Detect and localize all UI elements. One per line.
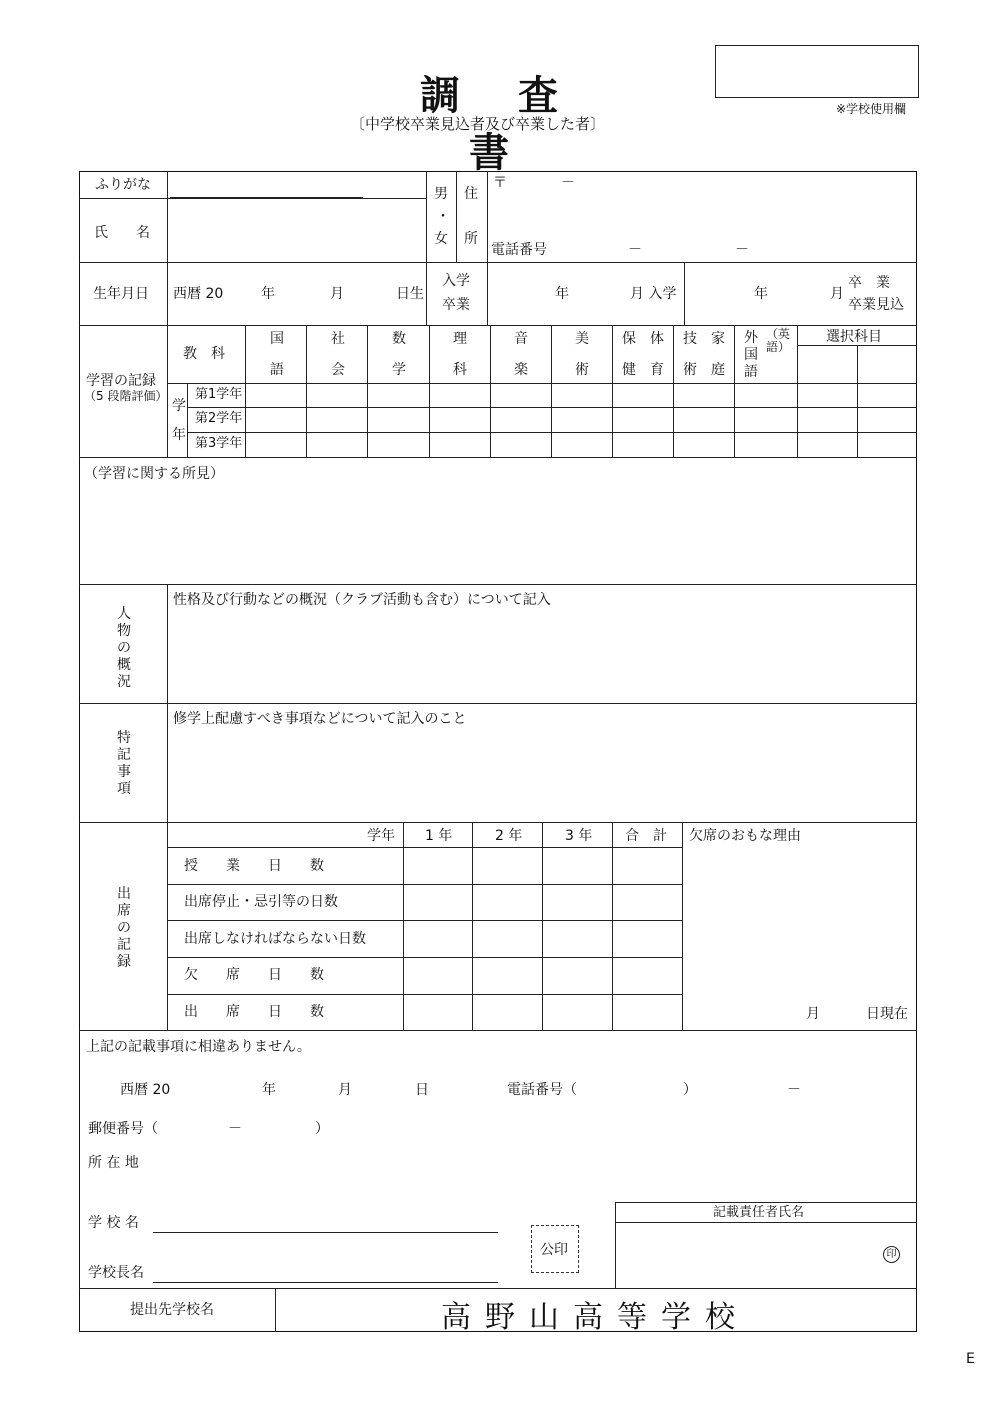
study-remarks-label: （学習に関する所見） xyxy=(84,466,224,482)
special-notes-field[interactable] xyxy=(170,731,914,819)
year-row-label: 第2学年 xyxy=(195,411,243,426)
subject-foreign: 外国語 xyxy=(744,330,758,380)
document-subtitle: 〔中学校卒業見込者及び卒業した者〕 xyxy=(350,115,606,133)
subject-top: 国 xyxy=(270,331,284,347)
cert-postal-label: 郵便番号（ xyxy=(88,1121,158,1137)
cert-phone-close: ） xyxy=(683,1082,697,1098)
official-seal-label: 公印 xyxy=(540,1242,568,1258)
subject-top: 理 xyxy=(453,331,467,347)
attendance-row-label: 出 席 日 数 xyxy=(184,1004,324,1020)
study-remarks-field[interactable] xyxy=(82,485,914,581)
subject-bottom: 語 xyxy=(270,362,284,378)
cert-year-unit: 年 xyxy=(262,1082,276,1098)
admission-year-unit: 年 xyxy=(555,286,569,302)
school-name-field[interactable] xyxy=(153,1210,498,1231)
principal-label: 学校長名 xyxy=(88,1265,144,1281)
year-col-2: 年 xyxy=(172,427,186,443)
grad-month-unit: 月 xyxy=(830,286,844,302)
postal-dash: － xyxy=(561,175,575,191)
attendance-row-label: 出席停止・忌引等の日数 xyxy=(184,894,338,910)
birth-day-unit: 日生 xyxy=(396,286,424,302)
admission-label: 入学 xyxy=(442,273,470,289)
attendance-row-label: 出席しなければならない日数 xyxy=(184,931,366,947)
school-use-box[interactable] xyxy=(715,45,919,98)
subject-top: 社 xyxy=(331,331,345,347)
cert-phone-label: 電話番号（ xyxy=(507,1082,577,1098)
attendance-grade-header: 学年 xyxy=(367,828,395,844)
principal-name-field[interactable] xyxy=(153,1260,498,1281)
absence-reason-header: 欠席のおもな理由 xyxy=(689,828,801,844)
character-instruction: 性格及び行動などの概況（クラブ活動も含む）について記入 xyxy=(173,592,551,608)
subject-header: 教 科 xyxy=(183,346,225,362)
attendance-col: 1 年 xyxy=(425,828,453,844)
grad-option-1[interactable]: 卒 業 xyxy=(848,275,890,291)
attendance-col: 合 計 xyxy=(625,828,667,844)
subject-top: 数 xyxy=(392,331,406,347)
phone-dash-2: － xyxy=(735,242,749,258)
cert-postal-dash: － xyxy=(228,1121,242,1137)
attendance-col: 3 年 xyxy=(565,828,593,844)
subject-english: （英語） xyxy=(766,327,791,354)
phone-dash-1: － xyxy=(628,242,642,258)
furigana-field[interactable] xyxy=(170,173,424,197)
grades-entry-cells[interactable] xyxy=(246,384,916,456)
birth-label: 生年月日 xyxy=(93,286,149,302)
school-use-note: ※学校使用欄 xyxy=(836,102,907,116)
subject-bottom: 学 xyxy=(392,362,406,378)
subject-bottom: 術 xyxy=(575,362,589,378)
cert-day-unit: 日 xyxy=(415,1082,429,1098)
elective-header: 選択科目 xyxy=(826,329,882,345)
subject-top: 音 xyxy=(514,331,528,347)
special-notes-instruction: 修学上配慮すべき事項などについて記入のこと xyxy=(173,711,467,727)
subject-bottom: 楽 xyxy=(514,362,528,378)
attendance-row-label: 授 業 日 数 xyxy=(184,858,324,874)
address-field[interactable] xyxy=(490,174,914,234)
document-title: 調 査 書 xyxy=(420,72,580,176)
subject-top: 美 xyxy=(575,331,589,347)
graduation-label: 卒業 xyxy=(442,297,470,313)
address-label-1: 住 xyxy=(464,186,478,202)
subject-bottom: 会 xyxy=(331,362,345,378)
submit-school-label: 提出先学校名 xyxy=(130,1302,214,1318)
attendance-entry-cells[interactable] xyxy=(404,848,681,1029)
certification-statement: 上記の記載事項に相違ありません。 xyxy=(86,1039,311,1055)
sex-male[interactable]: 男 xyxy=(434,186,448,202)
character-field[interactable] xyxy=(170,612,914,700)
submit-school-name: 高野山高等学校 xyxy=(441,1300,749,1335)
year-col-1: 学 xyxy=(172,398,186,414)
admission-month-unit: 月 入学 xyxy=(630,286,677,302)
grades-section-sub: （5 段階評価） xyxy=(84,389,168,403)
cert-month-unit: 月 xyxy=(338,1082,352,1098)
cert-phone-dash: － xyxy=(787,1082,801,1098)
subject-bottom: 科 xyxy=(453,362,467,378)
special-notes-label: 特記事項 xyxy=(117,730,131,797)
as-of-day: 日現在 xyxy=(866,1006,908,1022)
year-row-label: 第1学年 xyxy=(195,387,243,402)
cert-date-era: 西暦 20 xyxy=(120,1082,171,1098)
character-label: 人物の概況 xyxy=(117,606,131,690)
subject-top: 保 体 xyxy=(622,331,664,347)
address-label-2: 所 xyxy=(464,231,478,247)
school-name-label: 学 校 名 xyxy=(88,1215,139,1231)
absence-reason-field[interactable] xyxy=(685,850,913,1000)
furigana-label: ふりがな xyxy=(95,177,151,193)
postal-mark: 〒 xyxy=(493,175,507,191)
year-row-label: 第3学年 xyxy=(195,436,243,451)
name-field[interactable] xyxy=(170,200,424,260)
birth-era: 西暦 20 xyxy=(173,286,224,302)
responsible-person-field[interactable] xyxy=(618,1224,914,1286)
grades-section-label: 学習の記録 xyxy=(86,373,156,389)
location-label: 所 在 地 xyxy=(88,1155,139,1171)
subject-bottom: 健 育 xyxy=(622,362,664,378)
subject-top: 技 家 xyxy=(683,331,725,347)
birth-month-unit: 月 xyxy=(330,286,344,302)
as-of-month: 月 xyxy=(806,1006,820,1022)
responsible-person-label: 記載責任者氏名 xyxy=(713,1205,805,1220)
sex-female[interactable]: 女 xyxy=(434,231,448,247)
grad-year-unit: 年 xyxy=(754,286,768,302)
phone-label: 電話番号 xyxy=(491,242,547,258)
seal-icon: 印 xyxy=(883,1246,900,1263)
name-label: 氏 名 xyxy=(94,225,150,241)
attendance-label: 出席の記録 xyxy=(117,886,131,970)
grad-option-2[interactable]: 卒業見込 xyxy=(848,297,904,313)
birth-year-unit: 年 xyxy=(261,286,275,302)
attendance-row-label: 欠 席 日 数 xyxy=(184,967,324,983)
attendance-col: 2 年 xyxy=(495,828,523,844)
subject-bottom: 術 庭 xyxy=(683,362,725,378)
sex-separator: ・ xyxy=(436,209,450,225)
cert-postal-close: ） xyxy=(315,1121,329,1137)
margin-mark: E xyxy=(966,1351,975,1367)
